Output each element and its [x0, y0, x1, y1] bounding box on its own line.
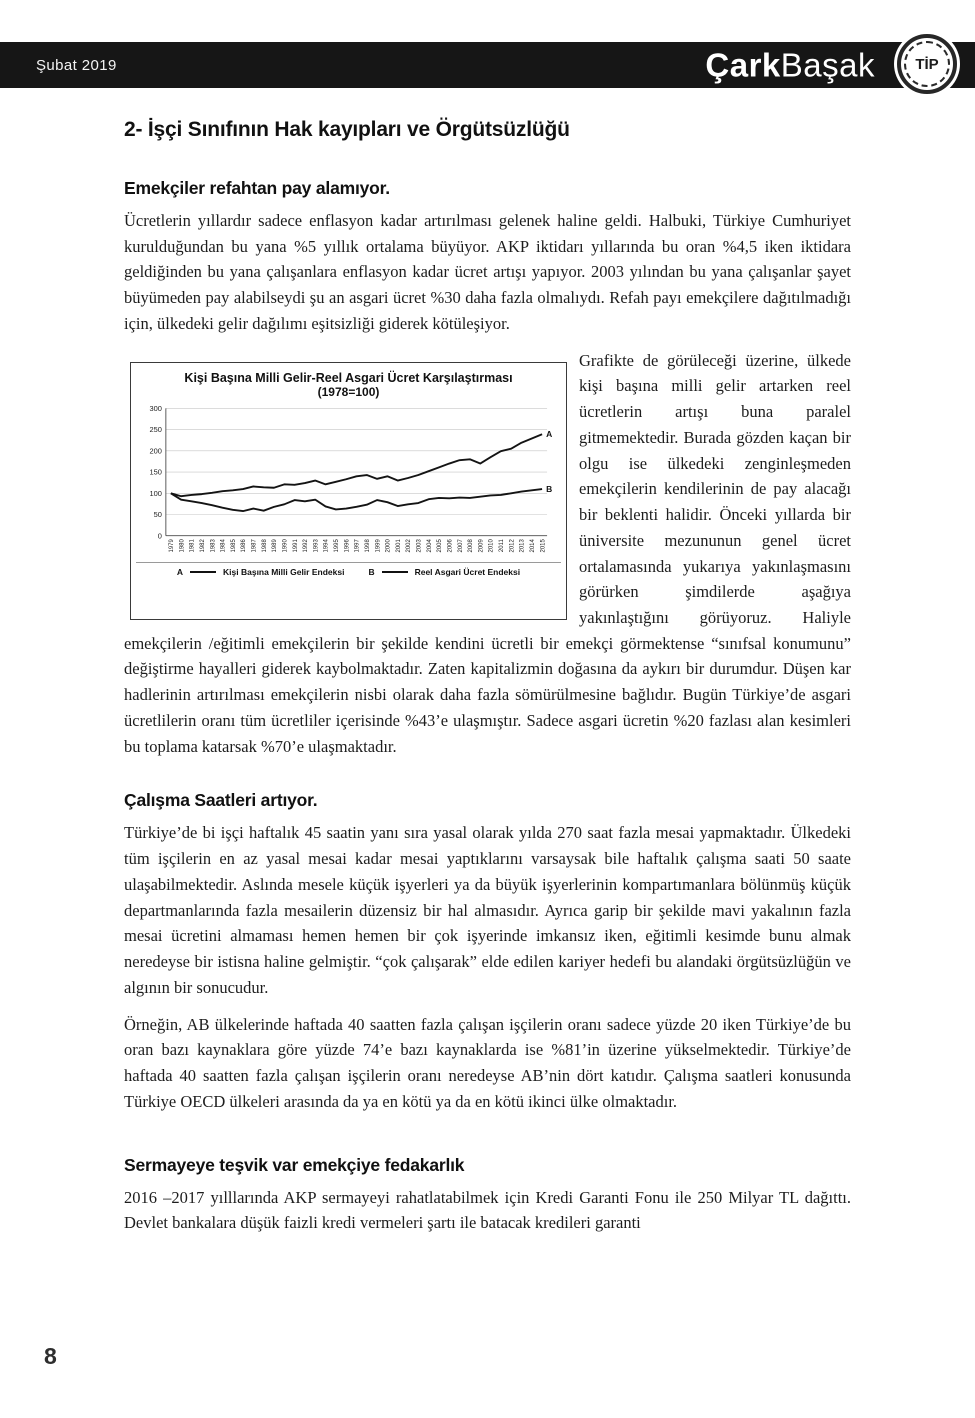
- svg-text:1987: 1987: [251, 538, 258, 553]
- legend-line-b-icon: [382, 571, 408, 573]
- section-heading-sermaye: Sermayeye teşvik var emekçiye fedakarlık: [124, 1154, 465, 1175]
- chart-title: Kişi Başına Milli Gelir-Reel Asgari Ücret Karşılaştırması: [184, 370, 513, 385]
- svg-text:2004: 2004: [426, 538, 433, 553]
- line-chart-plot: [136, 400, 561, 560]
- svg-text:1992: 1992: [303, 538, 310, 553]
- svg-text:1985: 1985: [230, 538, 237, 553]
- svg-text:2011: 2011: [499, 538, 506, 552]
- legend-label-b: Reel Asgari Ücret Endeksi: [414, 566, 521, 577]
- svg-text:1996: 1996: [344, 538, 351, 553]
- issue-date: Şubat 2019: [36, 56, 117, 74]
- tip-party-logo-icon: [897, 34, 957, 94]
- svg-text:1993: 1993: [313, 538, 320, 553]
- paragraph-calisma-1: Türkiye’de bi işçi haftalık 45 saatin yanı sıra yasal olarak yılda 270 saat fazla mesai yapmaktadır. Ülkedeki tüm işçilerin en az yasal mesai kadar mesai yaptıklarını varsaysak bile haftalık çalışma saati 50 saate ulaşabilmektedir. Aslında mesele küçük işyerleri ya da büyük işyerlerinin kompartımanlara bölünmüş küçük departmanlarında fazla mesailerin düzensiz bir hal almasıdır. Ayrıca garip bir şekilde mavi yakalının fazla mesai ücretini almaması hemen hemen bir çok işyerinde imkansız iken, eğitimli kesimde bunu almak neredeyse bir istisna haline gelmiştir. “çok çalışarak” elde edilen kariyer hedefi bu alandaki örgütsüzlüğün ve algının bir sonucudur.: [124, 823, 851, 997]
- svg-text:2007: 2007: [457, 538, 464, 553]
- svg-text:1995: 1995: [334, 538, 341, 553]
- svg-text:1997: 1997: [354, 538, 361, 553]
- svg-text:2003: 2003: [416, 538, 423, 553]
- paragraph-refah: Ücretlerin yıllardır sadece enflasyon kadar artırılması gelenek haline geldi. Halbuki, Türkiye Cumhuriyet kurulduğundan bu yana %5 yıllık ortalama büyüyor. AKP iktidarı yıllarında bu oran %4,5 iken iktidara geldiğinden bu yana çalışanlara enflasyon kadar ücret artışı yapıyor. 2003 yılından bu yana çalışanlar şayet büyümeden pay alabilseydi şu an asgari ücret %30 daha fazla olmalıydı. Refah payı emekçilere dağıtılmadığı için, ülkedeki gelir dağılımı eşitsizliği giderek kötüleşiyor.: [124, 211, 851, 333]
- svg-text:2014: 2014: [529, 538, 536, 553]
- section-heading-calisma: Çalışma Saatleri artıyor.: [124, 790, 318, 811]
- svg-text:1986: 1986: [241, 538, 248, 553]
- svg-text:1980: 1980: [179, 538, 186, 553]
- brand-name-light: Başak: [780, 46, 875, 84]
- svg-text:2002: 2002: [406, 538, 413, 553]
- svg-text:300: 300: [149, 403, 162, 413]
- svg-text:2013: 2013: [519, 538, 526, 553]
- svg-text:B: B: [546, 483, 553, 494]
- svg-text:2009: 2009: [478, 538, 485, 553]
- svg-text:1981: 1981: [189, 538, 196, 553]
- page-number: 8: [44, 1343, 57, 1369]
- article-title: 2- İşçi Sınıfının Hak kayıpları ve Örgütsüzlüğü: [124, 118, 570, 141]
- svg-text:1988: 1988: [261, 538, 268, 553]
- svg-text:250: 250: [149, 424, 162, 434]
- svg-text:1998: 1998: [364, 538, 371, 553]
- svg-text:1994: 1994: [323, 538, 330, 553]
- brand-logotype: [705, 46, 875, 84]
- svg-text:1990: 1990: [282, 538, 289, 553]
- svg-text:1989: 1989: [272, 538, 279, 553]
- paragraph-grafik: Grafikte de görüleceği üzerine, ülkede kişi başına milli gelir artarken reel ücretlerin artışı buna paralel gitmemektedir. Burada gözden kaçan bir olgu ise ülkedeki zenginleşmeden emekçilerin kendilerinin de pay alacağı bir beklenti halidir. Önceki yıllarda bir üniversite mezununun genel ücret ortalamasında yukarıya yakınlaşmasını görürken şimdilerde aşağıya yakınlaştığını görüyoruz. Haliyle emekçilerin /eğitimli emekçilerin bir şekilde kendini ücretli bir emekçi görmektense “sınıfsal konumunu” değiştirme hayalleri giderek kaybolmaktadır. Zaten kapitalizmin doğasına da aykırı bir durumdur. Düşen kar hadlerinin artırılması emekçilerin nisbi olarak daha fazla sömürülmesine bağlıdır. Bugün Türkiye’de asgari ücretlilerin oranı tüm ücretliler içerisinde %43’e ulaşmıştır. Sadece asgari ücretin %20 fazlası alan kesimleri bu toplama katarsak %70’e ulaşmaktadır.: [124, 350, 851, 756]
- svg-text:2000: 2000: [385, 538, 392, 553]
- income-wage-chart: [130, 362, 567, 620]
- chart-legend: [136, 562, 561, 577]
- svg-text:2001: 2001: [395, 538, 402, 553]
- svg-text:2010: 2010: [488, 538, 495, 553]
- section-heading-refah: Emekçiler refahtan pay alamıyor.: [124, 178, 390, 198]
- header-bar: [0, 42, 975, 88]
- svg-text:1991: 1991: [292, 538, 299, 553]
- svg-text:2005: 2005: [437, 538, 444, 553]
- svg-text:2006: 2006: [447, 538, 454, 553]
- svg-text:1983: 1983: [210, 538, 217, 553]
- article-body: [124, 118, 851, 1247]
- svg-text:2008: 2008: [468, 538, 475, 553]
- legend-key-b: B: [368, 566, 375, 577]
- svg-text:1984: 1984: [220, 538, 227, 553]
- brand-name-bold: Çark: [705, 46, 781, 84]
- svg-text:1982: 1982: [199, 538, 206, 553]
- legend-line-a-icon: [190, 571, 216, 573]
- paragraph-calisma-2: Örneğin, AB ülkelerinde haftada 40 saatten fazla çalışan işçilerin oranı sadece yüzde 20 iken Türkiye’de bu oran bazı kaynaklara göre yüzde 74’e bazı kaynaklarda ise %81’in üzerine yükselmektedir. Türkiye’de haftada 40 saatten fazla çalışan işçilerin oranı neredeyse AB’nin dört katıdır. Çalışma saatleri konusunda Türkiye OECD ülkeleri arasında da ya en kötü ya da en kötü ikinci ülke olmaktadır.: [124, 1014, 851, 1111]
- svg-text:150: 150: [149, 467, 162, 477]
- svg-text:A: A: [546, 428, 553, 439]
- svg-text:100: 100: [149, 488, 162, 498]
- svg-text:50: 50: [153, 509, 162, 519]
- legend-label-a: Kişi Başına Milli Gelir Endeksi: [223, 566, 345, 577]
- svg-text:2015: 2015: [540, 538, 547, 553]
- paragraph-sermaye: 2016 –2017 yılllarında AKP sermayeyi rahatlatabilmek için Kredi Garanti Fonu ile 250 Milyar TL dağıttı. Devlet bankalara düşük faizli kredi vermeleri şartı ile batacak kredileri garanti: [124, 1187, 851, 1233]
- svg-text:0: 0: [157, 530, 162, 540]
- chart-subtitle: (1978=100): [317, 384, 380, 399]
- svg-text:200: 200: [149, 446, 162, 456]
- svg-text:1999: 1999: [375, 538, 382, 553]
- svg-text:2012: 2012: [509, 538, 516, 553]
- legend-key-a: A: [176, 566, 184, 577]
- logo-text: TİP: [915, 55, 939, 73]
- svg-text:1979: 1979: [169, 538, 176, 553]
